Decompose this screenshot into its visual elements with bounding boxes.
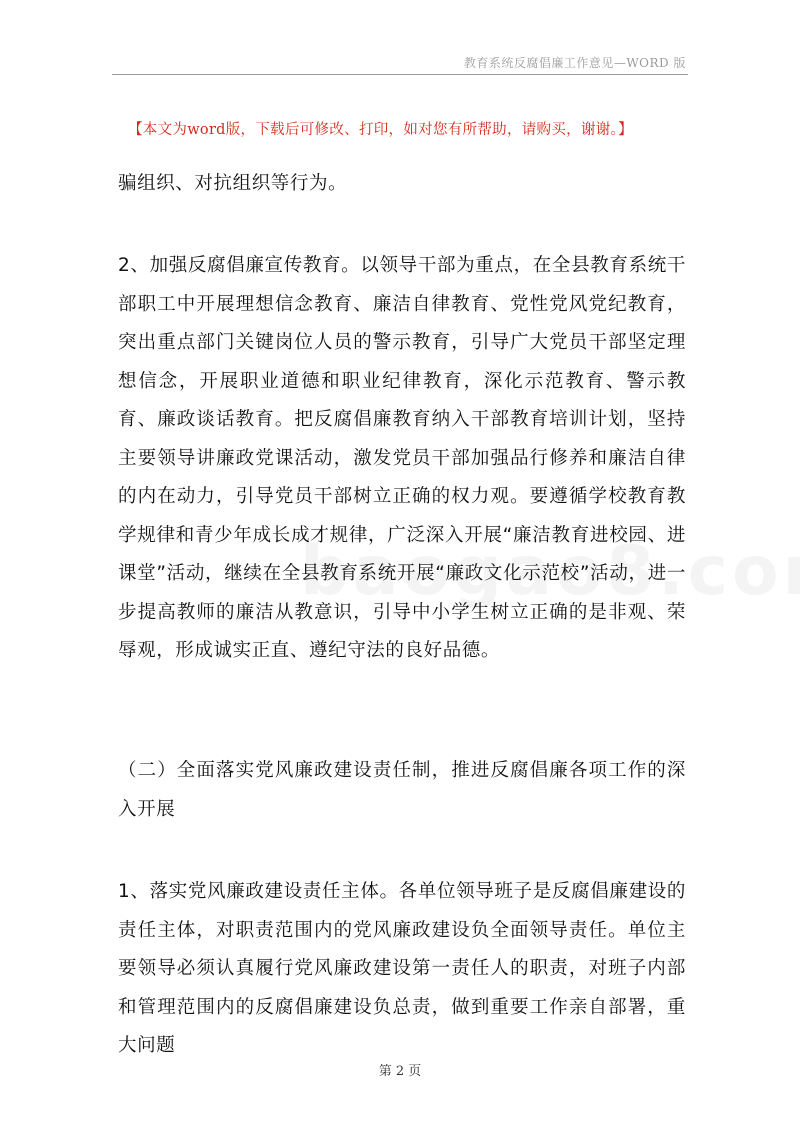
- page-number: 第 2 页: [378, 1064, 422, 1079]
- header-title: 教育系统反腐倡廉工作意见—WORD 版: [463, 56, 686, 70]
- paragraph-continuation: 骗组织、对抗组织等行为。: [118, 173, 348, 194]
- purchase-notice: 【本文为word版，下载后可修改、打印，如对您有所帮助，请购买，谢谢。】: [128, 122, 633, 138]
- header-divider: [112, 74, 688, 75]
- paragraph-item-2: 2、加强反腐倡廉宣传教育。以领导干部为重点，在全县教育系统干部职工中开展理想信念教育、廉洁自律教育、党性党风党纪教育，突出重点部门关键岗位人员的警示教育，引导广大党员干部坚定理想信念，开展职业道德和职业纪律教育，深化示范教育、警示教育、廉政谈话教育。把反腐倡廉教育纳入干部教育培训计划，坚持主要领导讲廉政党课活动，激发党员干部加强品行修养和廉洁自律的内在动力，引导党员干部树立正确的权力观。要遵循学校教育教学规律和青少年成长成才规律，广泛深入开展“廉洁教育进校园、进课堂”活动，继续在全县教育系统开展“廉政文化示范校”活动，进一步提高教师的廉洁从教意识，引导中小学生树立正确的是非观、荣辱观，形成诚实正直、遵纪守法的良好品德。: [118, 255, 686, 661]
- paragraph-item-1: 1、落实党风廉政建设责任主体。各单位领导班子是反腐倡廉建设的责任主体，对职责范围内的党风廉政建设负全面领导责任。单位主要领导必须认真履行党风廉政建设第一责任人的职责，对班子内部和管理范围内的反腐倡廉建设负总责，做到重要工作亲自部署，重大问题: [118, 881, 686, 1056]
- section-heading: （二）全面落实党风廉政建设责任制，推进反腐倡廉各项工作的深入开展: [118, 760, 686, 820]
